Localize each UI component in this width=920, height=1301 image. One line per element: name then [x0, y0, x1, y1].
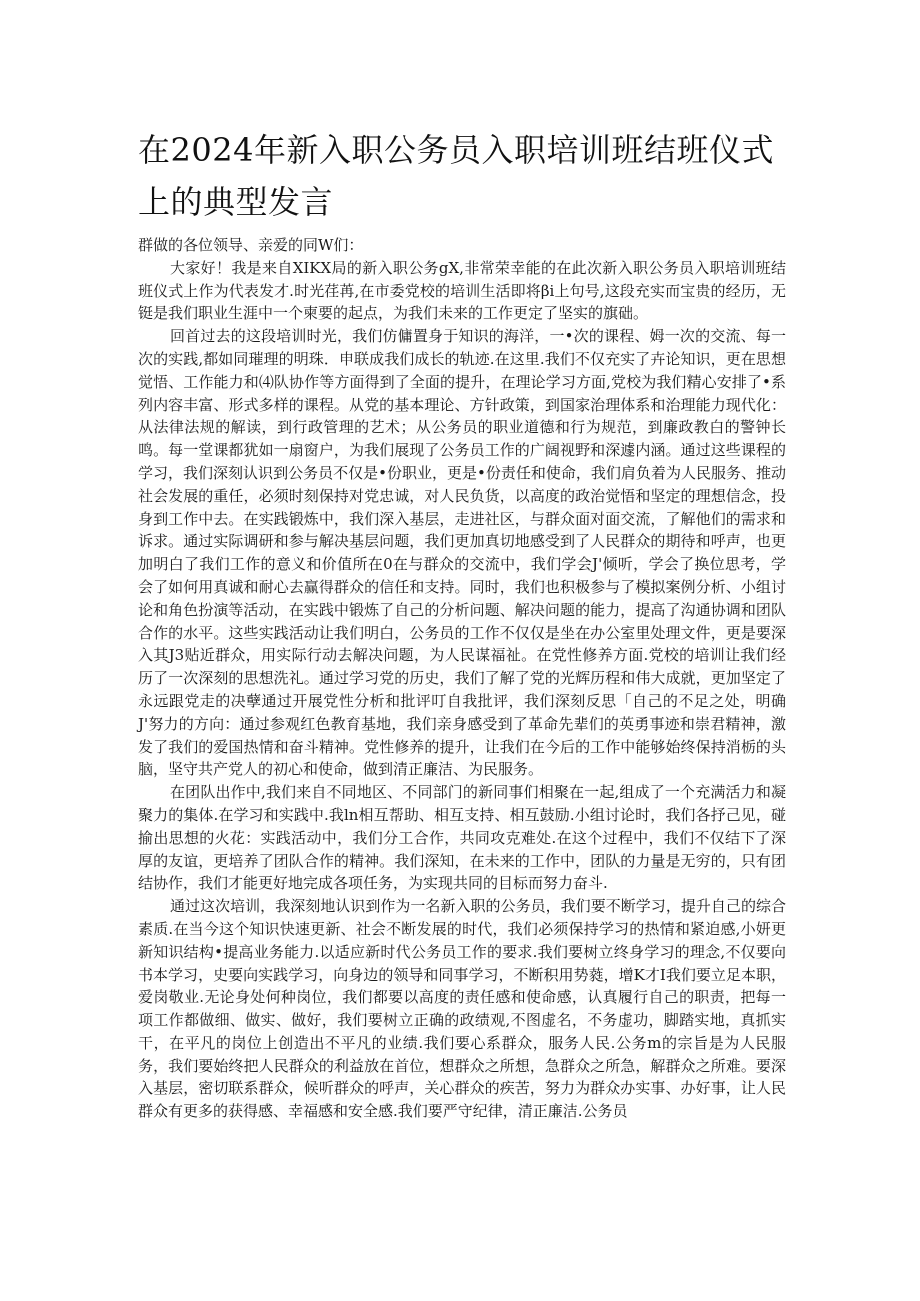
document-body: [138, 234, 786, 1123]
paragraph-teamwork: 在团队出作中,我们来自不同地区、不同部门的新同事们相聚在一起,组成了一个充满活力和凝聚力的集体.在学习和实践中.我ln相互帮助、相互支持、相互鼓励.小组讨论时，我们各抒己见，碰揄出思想的火花：实践活动中，我们分工合作，共同攻克难处.在这个过程中，我们不仅结下了深厚的友谊，更培养了团队合作的精神。我们深知，在未来的工作中，团队的力量是无穷的，只有团结协作，我们才能更好地完成各项任务，为实现共同的目标而努力奋斗.: [138, 783, 786, 893]
paragraph-training-review: 回首过去的这段培训时光，我们仿傭置身于知识的海洋，一•次的课程、姆一次的交流、每一次的实践,都如同璀理的明珠．申联成我们成长的轨迹.在这里.我们不仅充实了卉论知识，更在思想觉悟、工作能力和⑷队协作等方面得到了全面的提升，在理论学习方面,党校为我们精心安排了•系列内容丰富、形式多样的课程。从党的基本理论、方针政策，到国家治理体系和治理能力现代化：从法律法规的解读，到行政管理的艺术；从公务员的职业道德和行为规范，到廉政教白的警钟长鸣。每一堂课都犹如一扇窗户，为我们展现了公务员工作的广阔视野和深遽内涵。通过这些课程的学习，我们深刻认识到公务员不仅是•份职业，更是•份责任和使命，我们肩负着为人民服务、推动社会发展的重任，必须时刻保持对党忠诚，对人民负货，以高度的政治觉悟和坚定的理想信念，投身到工作中去。在实践锻炼中，我们深入基层，走进社区，与群众面对面交流，了解他们的需求和诉求。通过实际调研和参与解决基层问题，我们更加真切地感受到了人民群众的期待和呼声，也更加明白了我们工作的意义和价值所在0在与群众的交流中，我们学会J'倾听，学会了换位思考，学会了如何用真诚和耐心去赢得群众的信任和支持。同时，我们也积极参与了模拟案例分析、小组讨论和角色扮演等活动，在实践中锻炼了自己的分析问题、解决问题的能力，提高了沟通协调和团队合作的水平。这些实践活动让我们明白，公务员的工作不仅仅是坐在办公室里处理文件，更是要深入其J3贴近群众，用实际行动去解决问题，为人民谋福祉。在党性修养方面.党校的培训让我们经历了一次深刻的思想洗礼。通过学习党的历史，我们了解了党的光辉历程和伟大成就，更加坚定了永远跟党走的决孽通过开展党性分析和批评叮自我批评，我们深刻反思「自己的不足之处，明确J'努力的方向：通过参观红色教育基地，我们亲身感受到了革命先辈们的英勇事迹和崇君精神，激发了我们的爱国热情和奋斗精神。党性修养的提升，让我们在今后的工作中能够始终保持消栃的头脑，坚守共产党人的初心和使命，做到清正廉洁、为民服务。: [138, 327, 786, 779]
document-title: 在2024年新入职公务员入职培训班结班仪式上的典型发言: [138, 131, 774, 221]
paragraph-greeting: 大家好！我是来自XIKX局的新入职公务gX,非常荣幸能的在此次新入职公务员入职培训班结班仪式上作为代表发才.时光荏苒,在市委党校的培训生活即将βi上句号,这段充实而宝贵的经历，无铤是我们职业生涯中一个柬要的起点，为我们未来的工作更定了坚实的旗础。: [138, 258, 786, 323]
salutation: 群做的各位领导、亲爱的同W们：: [138, 236, 364, 254]
paragraph-learning: 通过这次培训，我深刻地认识到作为一名新入职的公务员，我们要不断学习，提升自己的综合素质.在当今这个知识快速更新、社会不断发展的时代，我们必须保持学习的热情和紧迫感,小妍更新知识结构•提高业务能力.以适应新时代公务员工作的要求.我们要树立终身学习的理念,不仅要向书本学习，史要向实践学习，向身边的领导和同事学习，不断积用势蕤，增K才I我们要立足本职，爱岗敬业.无论身处何种岗位，我们都要以高度的责任感和使命感，认真履行自己的职责，把每一项工作都做细、做实、做好，我们要树立正确的政绩观,不图虚名，不务虚功，脚踏实地，真抓实干，在平凡的岗位上创造出不平凡的业绩.我们要心系群众，服务人民.公务m的宗旨是为人民服务，我们要始终把人民群众的利益放在首位，想群众之所想，急群众之所急，解群众之所难。要深入基层，密切联系群众，候听群众的呼声，关心群众的疾苦，努力为群众办实事、办好事，让人民群众有更多的获得感、幸福感和安全感.我们要严守纪律，清正廉洁.公务员: [138, 897, 786, 1121]
